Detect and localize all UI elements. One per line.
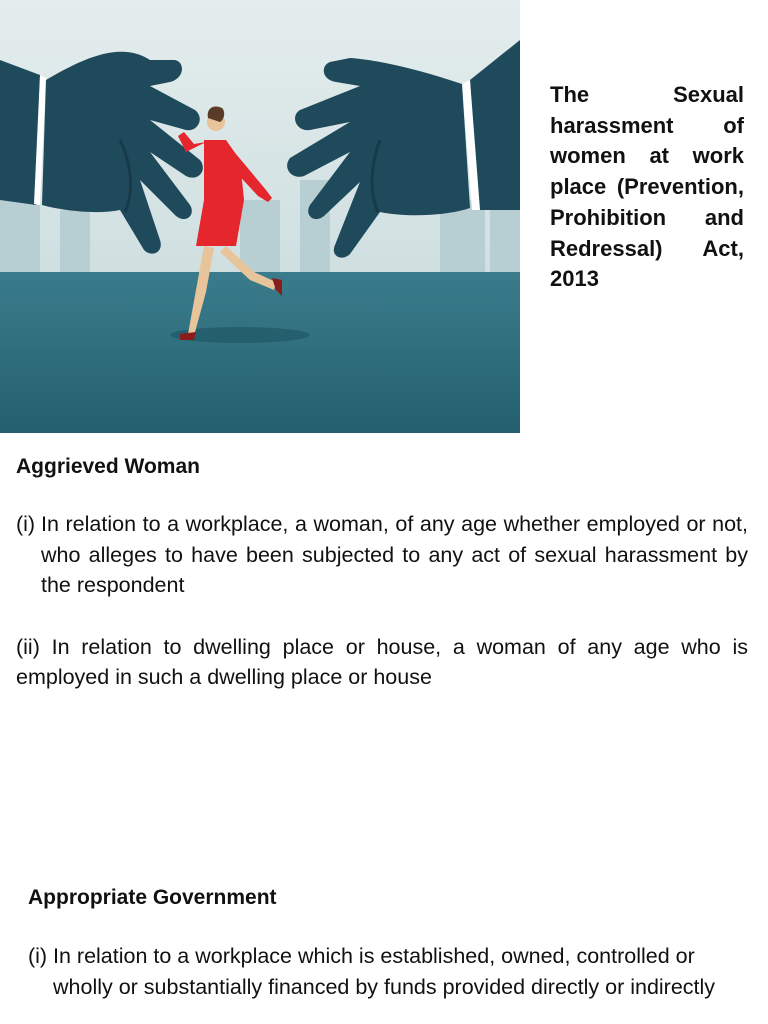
list-item-text: In relation to a workplace, a woman, of any age whether employed or not, who alleges to have been subjected to any act of sexual harassment by the respondent — [41, 512, 748, 597]
hands-grabbing-woman-illustration — [0, 0, 520, 433]
list-marker: (i) — [16, 512, 36, 536]
page-title: The Sexual harassment of women at work place (Prevention, Prohibition and Redressal) Act, 2013 — [550, 82, 744, 292]
list-item — [16, 509, 748, 601]
list-item-text: In relation to a workplace which is established, owned, controlled or wholly or substantially financed by funds provided directly or indirectly — [53, 944, 716, 999]
list-item — [28, 941, 748, 1002]
paragraph: (ii) In relation to dwelling place or house, a woman of any age who is employed in such a dwelling place or house — [16, 634, 748, 689]
section-heading: Aggrieved Woman — [16, 455, 200, 478]
section-heading: Appropriate Government — [28, 886, 277, 909]
aggrieved-woman-section — [16, 455, 748, 693]
appropriate-government-section — [28, 886, 748, 1002]
list-marker: (i) — [28, 944, 48, 968]
hero-illustration — [0, 0, 520, 433]
